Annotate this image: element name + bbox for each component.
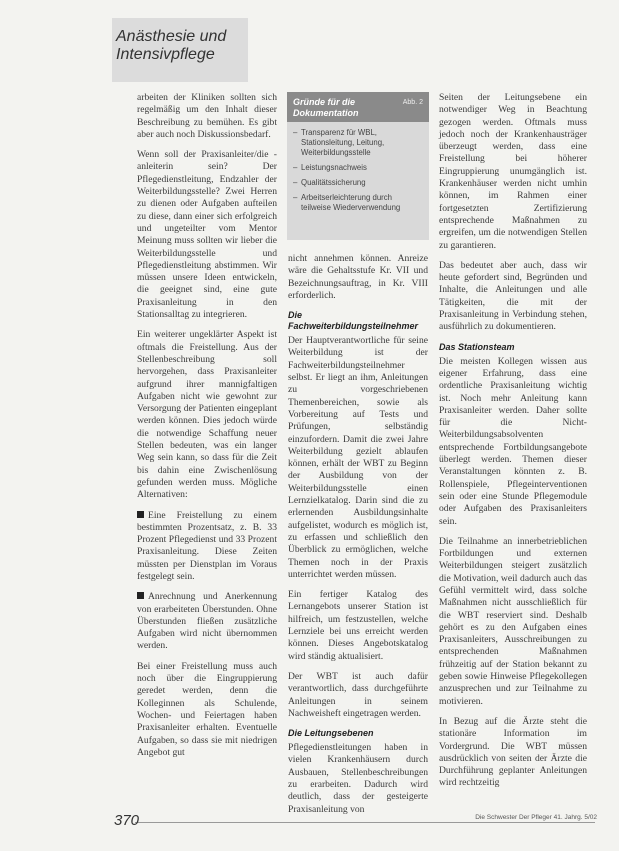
info-box-list [287, 128, 429, 213]
paragraph: Ein fertiger Katalog des Lernangebots unserer Station ist hilfreich, um festzustellen, welche Lernziele bei uns erreicht werden können. Dieses Angebotskatalog wird ständig aktualisiert. [288, 589, 428, 662]
paragraph: Der WBT ist auch dafür verantwortlich, dass durchgeführte Anleitungen in seinem Nachweisheft eingetragen werden. [288, 670, 428, 719]
paragraph: Die Teilnahme an innerbetrieblichen Fortbildungen und externen Weiterbildungen steigert zusätzlich die Motivation, weil dadurch auch das Gefühl vermittelt wird, dass solche Maßnahmen nicht ausschließlich für die WBT reserviert sind. Deshalb gehört es zu den Aufgaben eines Praxisanleiters, Ausschreibungen zu entsprechenden Maßnahmen frühzeitig auf der Station bekannt zu geben sowie Hinweise Pflegekollegen anzusprechen und zur Teilnahme zu motivieren. [439, 535, 587, 707]
figure-tag: Abb. 2 [402, 99, 423, 106]
paragraph: arbeiten der Kliniken sollten sich regelmäßig um den Inhalt dieser Beschreibung zu bemühen. Es gibt aber auch noch Diskussionsbedarf. [137, 92, 277, 140]
paragraph: Die meisten Kollegen wissen aus eigener Erfahrung, dass eine ordentliche Praxisanleitung wichtig ist. Noch mehr Anleitung kann Praxisanleiter werden. Daher sollte für die Nicht-Weiterbildungsabsolventen entsprechende Fortbildungsangebote überlegt werden. Themen dieser Veranstaltungen könnten z. B. Rollenspiele, Pflegeinterventionen sein oder eine Stunde Pflegemodule oder Aufgaben des Praxisanleiters sein. [439, 355, 587, 527]
paragraph: nicht annehmen können. Anreize wäre die Gehaltsstufe Kr. VII und Bezeichnungsauftrag, in Kr. VIII erforderlich. [288, 253, 428, 301]
paragraph: Wenn soll der Praxisanleiter/die -anleiterin sein? Der Pflegedienstleitung, Endzahler der Weiterbildungsstelle? Zwei Herren zu dienen oder Aufgaben aufteilen zu diese, dann einer sich erfolgreich und ungeteilter vom Mentor Meinung muss sollten wir lieber die Weiterbildungsstelle und Pflegedienstleitung abstimmen. Wir müssen unsere Ideen entwickeln, die geeignet sind, eine gute Praxisanleitung in den Stationsalltag zu integrieren. [137, 149, 277, 321]
bullet-item [137, 591, 277, 652]
info-box [287, 92, 429, 240]
section-title-line1: Anästhesie und [116, 28, 227, 45]
bullet-text: Anrechnung und Anerkennung von erarbeiteten Überstunden. Ohne Überstunden fließen zusätzliche Aufgaben wird nicht übernommen werden. [137, 591, 277, 652]
info-box-item: – Arbeitserleichterung durch teilweise Wiederverwendung [301, 193, 423, 213]
info-box-title-line2: Dokumentation [293, 108, 359, 118]
column-left [137, 92, 277, 767]
paragraph: In Bezug auf die Ärzte steht die stationäre Information im Vordergrund. Die WBT müssen ausdrücklich von seiten der Ärzte die Durchführung geplanter Anleitungen wird rechtzeitig [439, 715, 587, 789]
square-bullet-icon [137, 511, 144, 518]
footer-source: Die Schwester Der Pfleger 41. Jahrg. 5/02 [475, 814, 597, 821]
info-box-title-line1: Gründe für die [293, 97, 356, 107]
section-heading: Die Fachweiterbildungsteilnehmer [288, 310, 419, 332]
paragraph: Bei einer Freistellung muss auch noch über die Eingruppierung geredet werden, denn die Kolleginnen als Schulende, Wochen- und Feiertagen haben Praxisanleiter erhalten. Eventuelle Aufgaben, so dass sie mit niedrigen Angebot gut [137, 660, 277, 758]
section-title [116, 28, 226, 64]
info-box-item: – Transparenz für WBL, Stationsleitung, Leitung, Weiterbildungsstelle [301, 128, 423, 158]
paragraph: Der Hauptverantwortliche für seine Weiterbildung ist der Fachweiterbildungsteilnehmer selbst. Er liegt an ihm, Anleitungen zu vorgeschriebenen Themenbereichen, sowie als Vorbereitung auf Tests und Prüfungen, selbständig einzufordern. Damit die zwei Jahre Weiterbildung gezielt ablaufen können, erhält der WBT zu Beginn der Ausbildung von der Weiterbildungsstelle einen Lernzielkatalog. Darin sind die zu erlernenden Ausbildungsinhalte aufgelistet, wodurch es möglich ist, zu erfassen und schließlich den Überblick zu ermöglichen, welche Themen noch in der Praxis unterrichtet werden müssen. [288, 335, 428, 580]
section-heading: Das Stationsteam [439, 341, 515, 352]
section-title-line2: Intensivpflege [116, 46, 215, 63]
paragraph: Pflegedienstleitungen haben in vielen Krankenhäusern durch Ausbauen, Stellenbeschreibungen zu erarbeiten. Dadurch wird deutlich, dass der gesteigerte Praxisanleitung von [288, 742, 428, 815]
column-middle [288, 253, 428, 824]
info-box-header [287, 92, 429, 122]
paragraph: Seiten der Leitungsebene ein notwendiger Weg in Beachtung gezogen werden. Oftmals muss jedoch noch der Krankenhausträger überzeugt werden, dass eine Freistellung bei höherer Eingruppierung unumgänglich ist. Krankenhäuser werden nicht umhin können, im Rahmen einer fortgesetzten Zertifizierung entsprechende Maßnahmen zu ergreifen, um die notwendigen Stellen zu garantieren. [439, 92, 587, 251]
paragraph: Ein weiterer ungeklärter Aspekt ist oftmals die Freistellung. Aus der Stellenbeschreibung soll hervorgehen, dass Praxisanleiter aufgrund ihrer mannigfaltigen Aufgaben nicht wie gewohnt zur Versorgung der Patienten eingeplant werden können. Dies jedoch würde die notwendige Schaffung neuer Stellen bedeuten, was ein langer Weg sein kann, so dass für die Zeit bis dahin eine Zwischenlösung gefunden werden muss. Mögliche Alternativen: [137, 329, 277, 501]
info-box-item: – Leistungsnachweis [301, 163, 423, 173]
paragraph: Das bedeutet aber auch, dass wir heute gefordert sind, Begründen und Inhalte, die Anleitungen und alle Tätigkeiten, die mit der Praxisanleitung in Verbindung stehen, ausführlich zu dokumentieren. [439, 259, 587, 333]
square-bullet-icon [137, 592, 144, 599]
footer-rule [135, 822, 595, 823]
bullet-text: Eine Freistellung zu einem bestimmten Prozentsatz, z. B. 33 Prozent Pflegedienst und 33 Prozent Praxisanleitung. Diese Zeiten müssten per Dienstplan im Voraus festgelegt sein. [137, 509, 277, 582]
page-number: 370 [114, 812, 140, 829]
info-box-item: – Qualitätssicherung [301, 178, 423, 188]
column-right [439, 92, 587, 798]
bullet-item [137, 510, 277, 584]
section-heading: Die Leitungsebenen [288, 728, 374, 739]
